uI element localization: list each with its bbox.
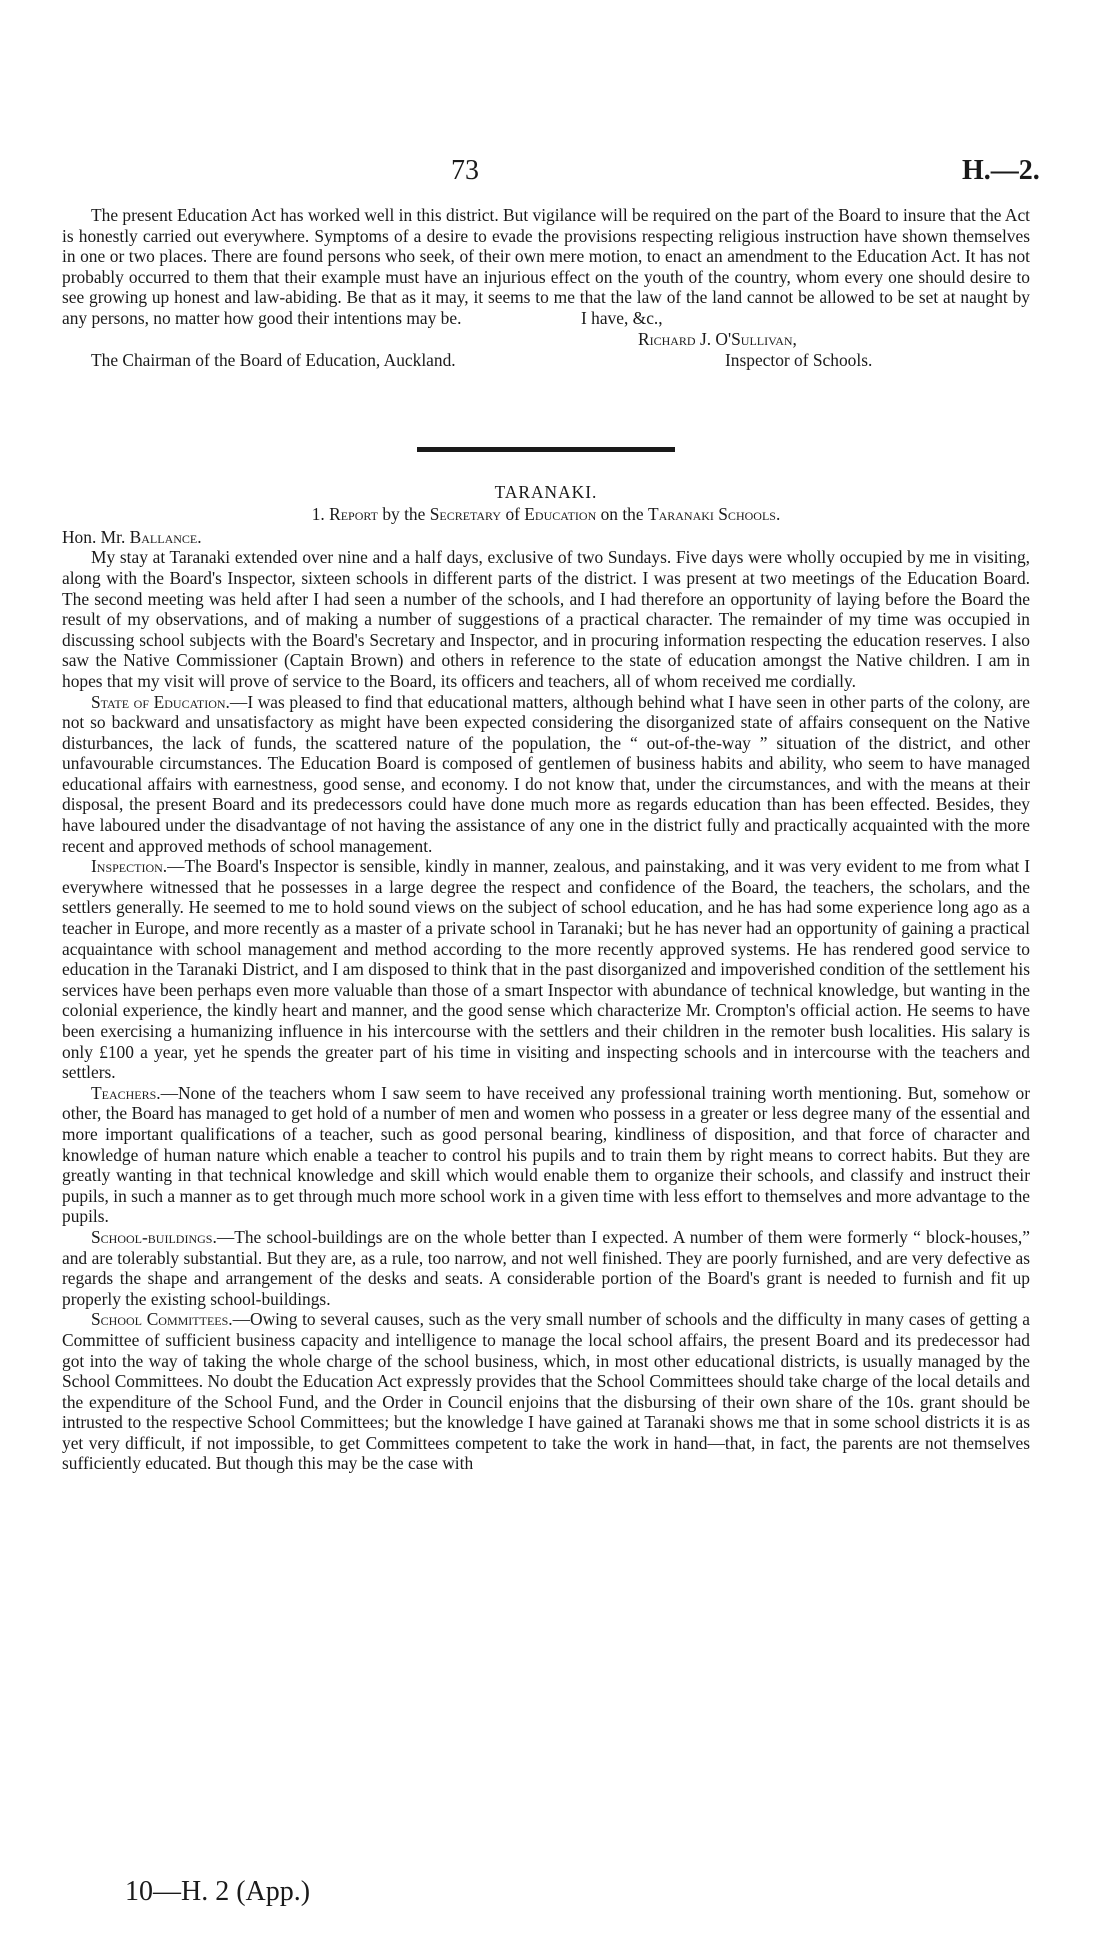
section-paragraph-school-buildings [62,1227,1030,1309]
section-paragraph-state-of-education [62,692,1030,857]
section-heading: State of Education. [91,691,230,712]
section-heading: School-buildings. [91,1226,217,1247]
salutation [62,527,1030,548]
section-text: —I was pleased to find that educational matters, although behind what I have seen in other parts of the colony, are not so backward and unsatisfactory as might have been expected considering the disorganized state of affairs consequent on the Native disturbances, the lack of funds, the scattered nature of the population, the “ out-of-the-way ” situation of the district, and other unfavourable circumstances. The Education Board is composed of gentlemen of business habits and ability, who seem to have managed educational affairs with earnestness, good sense, and economy. I do not know that, under the circumstances, and with the means at their disposal, the present Board and its predecessors could have done much more as regards education than has been effected. Besides, they have laboured under the disadvantage of not having the assistance of any one in the district fully and practically acquainted with the more recent and approved methods of school management. [62,691,1030,856]
signature-mark: 10—H. 2 (App.) [125,1876,311,1907]
section-paragraph-teachers [62,1083,1030,1227]
page-number: 73 [451,155,479,186]
section-text: —None of the teachers whom I saw seem to have received any professional training worth mentioning. But, somehow or other, the Board has managed to get hold of a number of men and women who possess in a greater or less degree many of the essential and more important qualifications of a teacher, such as good personal bearing, kindliness of disposition, and that force of character and knowledge of human nature which enable a teacher to control his pupils and to train them by right means to correct habits. But they are greatly wanting in that technical knowledge and skill which would enable them to organize their schools, and classify and instruct their pupils, in such a manner as to get through much more school work in a given time with less effort to themselves and more advantage to the pupils. [62,1082,1030,1227]
auckland-closing-paragraph: The present Education Act has worked well in this district. But vigilance will be required on the part of the Board to insure that the Act is honestly carried out everywhere. Symptoms of a desire to evade the provisions respecting religious instruction have shown themselves in one or two places. There are found persons who seek, of their own mere motion, to enact an amendment to the Education Act. It has not probably occurred to them that their example must have an injurious effect on the youth of the country, whom every one should desire to see growing up honest and law-abiding. Be that as it may, it seems to me that the law of the land cannot be allowed to be set at naught by any persons, no matter how good their intentions may be. [62,205,1030,328]
report-title-word: Report [329,504,378,525]
report-title-of: of [505,504,520,525]
salutation-name: Ballance. [129,526,202,547]
section-text: —Owing to several causes, such as the very small number of schools and the difficulty in many cases of getting a Committee of sufficient business capacity and intelligence to manage the local school affairs, the present Board and its predecessor had got into the way of taking the whole charge of the school business, which, in most other educational districts, is usually managed by the School Committees. No doubt the Education Act expressly provides that the School Committees should take charge of the local details and the expenditure of the School Fund, and the Order in Council enjoins that the disbursing of their own share of the 10s. grant should be intrusted to the respective School Committees; but the knowledge I have gained at Taranaki shows me that in some school districts it is as yet very difficult, if not impossible, to get Committees competent to take the work in hand—that, in fact, the parents are not themselves sufficiently educated. But though this may be the case with [62,1309,1030,1474]
report-title [62,504,1030,525]
section-heading: Inspection. [91,856,168,877]
sign-off: I have, &c., [581,307,663,328]
page-header [0,155,1114,195]
addressee: The Chairman of the Board of Education, Auckland. [91,349,456,370]
report-number: 1. [311,504,325,525]
signatory-title: Inspector of Schools. [725,349,873,370]
report-title-secretary: Secretary [429,504,502,525]
document-reference: H.—2. [962,155,1040,186]
section-heading: Teachers. [91,1082,161,1103]
report-title-schools: Schools. [718,504,781,525]
section-divider [417,447,675,452]
section-text: —The Board's Inspector is sensible, kindly in manner, zealous, and painstaking, and it was very evident to me from what I everywhere witnessed that he possesses in a large degree the respect and confidence of the Board, the teachers, the scholars, and the settlers generally. He seemed to me to hold sound views on the subject of school education, and he has had some experience long ago as a teacher in Europe, and more recently as a master of a private school in Taranaki; but he has never had an opportunity of gaining a practical acquaintance with school management and method according to the more recently approved systems. He has rendered good service to education in the Taranaki District, and I am disposed to think that in the past disorganized and impoverished condition of the settlement his services have been perhaps even more valuable than those of a smart Inspector with abundance of technical knowledge, but wanting in the colonial experience, the kindly heart and manner, and the good sense which characterize Mr. Crompton's official action. He seems to have been exercising a humanizing influence in his intercourse with the settlers and their children in the remoter bush localities. His salary is only £100 a year, yet he spends the greater part of his time in visiting and inspecting schools and in intercourse with the teachers and settlers. [62,856,1030,1083]
intro-paragraph: My stay at Taranaki extended over nine and a half days, exclusive of two Sundays. Five days were wholly occupied by me in visiting, along with the Board's Inspector, sixteen schools in different parts of the district. I was present at two meetings of the Education Board. The second meeting was held after I had seen a number of the schools, and I had therefore an opportunity of laying before the Board the result of my observations, and of making a number of suggestions of a practical character. The remainder of my time was occupied in discussing school subjects with the Board's Secretary and Inspector, and in procuring information respecting the education reserves. I also saw the Native Commissioner (Captain Brown) and others in reference to the state of education amongst the Native children. I am in hopes that my visit will prove of service to the Board, its officers and teachers, all of whom received me cordially. [62,547,1030,691]
signatory-name: Richard J. O'Sullivan, [638,328,797,349]
report-title-taranaki: Taranaki [647,504,714,525]
section-text: —The school-buildings are on the whole better than I expected. A number of them were formerly “ block-houses,” and are tolerably substantial. But they are, as a rule, too narrow, and not well finished. They are poorly furnished, and are very defective as regards the shape and arrangement of the desks and seats. A considerable portion of the Board's grant is needed to furnish and fit up properly the existing school-buildings. [62,1226,1030,1309]
salutation-prefix: Hon. Mr. [62,526,126,547]
section-paragraph-school-committees [62,1309,1030,1474]
report-title-by: by the [382,504,426,525]
report-title-education: Education [524,504,597,525]
document-body [62,205,1030,1474]
section-heading: School Committees. [91,1309,233,1330]
section-paragraph-inspection [62,856,1030,1083]
signature-block [62,307,1030,411]
report-title-on: on the [600,504,644,525]
section-title: TARANAKI. [494,481,598,502]
